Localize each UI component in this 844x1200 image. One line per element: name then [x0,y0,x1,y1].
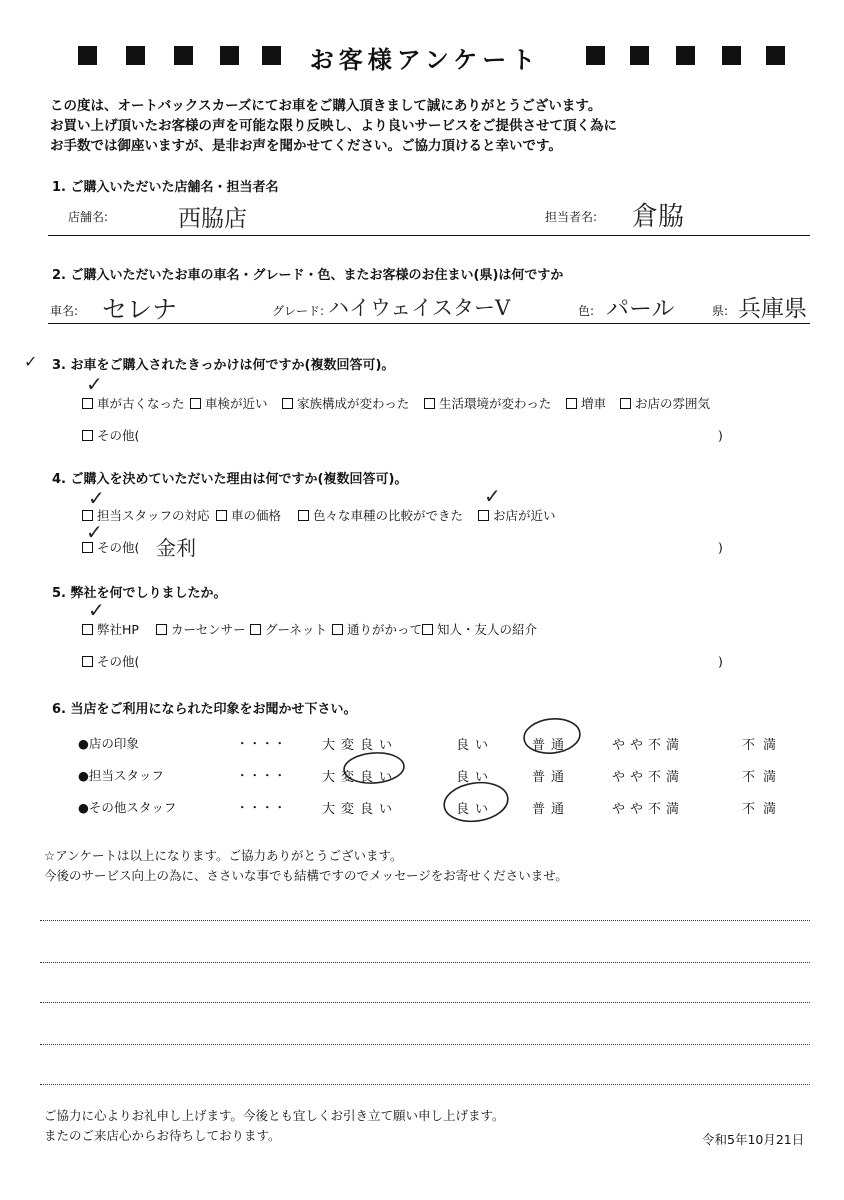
grade-value[interactable]: ハイウェイスターV [328,296,511,320]
q3-option-family[interactable] [282,394,409,412]
store-label: 店舗名: [68,210,109,224]
page-title: お客様アンケート [309,46,541,74]
option-label: その他( [97,428,140,443]
option-label: グーネット [265,622,327,637]
pref-label: 県: [712,304,729,318]
question-3: 3. お車をご購入されたきっかけは何ですか(複数回答可)。 [52,358,395,373]
q4-option-nearby[interactable] [478,506,556,524]
check-mark-icon: ✓ [86,520,103,544]
checkbox[interactable] [422,624,433,635]
grade-good[interactable]: 良い [456,802,495,817]
q3-option-other[interactable] [82,426,139,444]
paren-close: ) [718,654,723,669]
leader-dots: ・・・・ [236,768,287,783]
option-label: その他( [97,654,140,669]
checkbox[interactable] [190,398,201,409]
q5-option-website[interactable] [82,620,139,638]
q3-option-additional[interactable] [566,394,606,412]
date-text: 令和5年10月21日 [702,1132,805,1147]
staff-value[interactable]: 倉脇 [632,202,685,232]
checkbox[interactable] [298,510,309,521]
grade-somewhat-dissatisfied[interactable]: やや不満 [612,802,685,817]
question-2: 2. ご購入いただいたお車の車名・グレード・色、またお客様のお住まい(県)は何ですか [52,268,564,283]
square-icon [586,46,605,65]
checkbox[interactable] [424,398,435,409]
option-label: カーセンサー [171,622,246,637]
q3-option-environment[interactable] [424,394,551,412]
square-icon [126,46,145,65]
thanks-text: ご協力に心よりお礼申し上げます。今後とも宜しくお引き立て願い申し上げます。 [44,1108,505,1123]
other-reason-value[interactable]: 金利 [156,536,196,560]
option-label: 車が古くなった [97,396,185,411]
closing-note: 今後のサービス向上の為に、ささいな事でも結構ですのでメッセージをお寄せくださいませ。 [44,868,568,883]
impression-row-label: ●担当スタッフ [78,768,164,783]
check-mark-icon: ✓ [86,372,103,396]
grade-label: グレード: [272,304,325,318]
checkbox[interactable] [216,510,227,521]
question-6: 6. 当店をご利用になられた印象をお聞かせ下さい。 [52,702,357,717]
intro-line: お買い上げ頂いたお客様の声を可能な限り反映し、より良いサービスをご提供させて頂く為に [50,118,617,134]
grade-good[interactable]: 良い [456,770,495,785]
option-label: 車検が近い [205,396,268,411]
q5-option-carsensor[interactable] [156,620,246,638]
car-label: 車名: [50,304,79,318]
paren-close: ) [718,428,723,443]
option-label: 車の価格 [231,508,282,523]
grade-dissatisfied[interactable]: 不満 [742,738,785,753]
option-label: お店が近い [493,508,556,523]
checkbox[interactable] [156,624,167,635]
message-line[interactable] [40,962,810,963]
checkbox[interactable] [332,624,343,635]
option-label: 通りがかって [347,622,423,637]
square-icon [262,46,281,65]
intro-text [50,96,617,156]
leader-dots: ・・・・ [236,736,287,751]
grade-good[interactable]: 良い [456,738,495,753]
square-icon [78,46,97,65]
paren-close: ) [718,540,723,555]
square-icon [174,46,193,65]
message-line[interactable] [40,1044,810,1045]
q5-option-passing[interactable] [332,620,422,638]
q3-option-atmosphere[interactable] [620,394,710,412]
checkbox[interactable] [282,398,293,409]
thanks-text: またのご来店心からお待ちしております。 [44,1128,281,1143]
q3-option-old-car[interactable] [82,394,185,412]
q5-option-referral[interactable] [422,620,537,638]
intro-line: お手数では御座いますが、是非お声を聞かせてください。ご協力頂けると幸いです。 [50,138,562,154]
square-icon [630,46,649,65]
option-label: 色々な車種の比較ができた [313,508,464,523]
option-label: その他( [97,540,140,555]
checkbox-checked[interactable] [478,510,489,521]
question-5: 5. 弊社を何でしりましたか。 [52,586,227,601]
square-icon [220,46,239,65]
leader-dots: ・・・・ [236,800,287,815]
divider [48,235,810,236]
option-label: お店の雰囲気 [635,396,711,411]
checkbox[interactable] [620,398,631,409]
grade-dissatisfied[interactable]: 不満 [742,770,785,785]
checkbox[interactable] [566,398,577,409]
title-row [0,40,844,74]
option-label: 生活環境が変わった [439,396,552,411]
option-label: 知人・友人の紹介 [437,622,538,637]
check-mark-icon: ✓ [484,484,501,508]
color-label: 色: [578,304,595,318]
q3-option-inspection[interactable] [190,394,268,412]
question-4: 4. ご購入を決めていただいた理由は何ですか(複数回答可)。 [52,472,408,487]
closing-note: ☆アンケートは以上になります。ご協力ありがとうございます。 [44,848,403,863]
margin-tick-icon: ✓ [24,352,38,371]
grade-very-good[interactable]: 大変良い [322,738,399,753]
checkbox[interactable] [250,624,261,635]
grade-dissatisfied[interactable]: 不満 [742,802,785,817]
message-line[interactable] [40,920,810,921]
q4-option-price[interactable] [216,506,281,524]
check-mark-icon: ✓ [88,598,105,622]
square-icon [766,46,785,65]
grade-average[interactable]: 普通 [532,770,571,785]
grade-average[interactable]: 普通 [532,738,571,753]
message-line[interactable] [40,1084,810,1085]
grade-somewhat-dissatisfied[interactable]: やや不満 [612,770,685,785]
q4-option-compare[interactable] [298,506,463,524]
option-label: 増車 [581,396,607,411]
checkbox[interactable] [82,656,93,667]
color-value[interactable]: パール [606,296,675,322]
checkbox-checked[interactable] [82,624,93,635]
square-icon [676,46,695,65]
question-1: 1. ご購入いただいた店舗名・担当者名 [52,180,279,195]
q5-option-other[interactable] [82,652,139,670]
option-label: 弊社HP [97,622,139,637]
option-label: 家族構成が変わった [297,396,410,411]
car-value[interactable]: セレナ [102,295,178,324]
grade-average[interactable]: 普通 [532,802,571,817]
divider [48,323,810,324]
grade-very-good[interactable]: 大変良い [322,770,399,785]
checkbox[interactable] [82,430,93,441]
staff-label: 担当者名: [545,210,598,224]
message-line[interactable] [40,1002,810,1003]
impression-row-label: ●店の印象 [78,736,139,751]
check-mark-icon: ✓ [88,486,105,510]
grade-somewhat-dissatisfied[interactable]: やや不満 [612,738,685,753]
pref-value[interactable]: 兵庫県 [738,296,807,322]
grade-very-good[interactable]: 大変良い [322,802,399,817]
intro-line: この度は、オートバックスカーズにてお車をご購入頂きまして誠にありがとうございます。 [50,98,602,114]
impression-row-label: ●その他スタッフ [78,800,177,815]
store-value[interactable]: 西脇店 [178,206,247,232]
square-icon [722,46,741,65]
q5-option-goonet[interactable] [250,620,327,638]
option-label: 担当スタッフの対応 [97,508,210,523]
checkbox-checked[interactable] [82,398,93,409]
